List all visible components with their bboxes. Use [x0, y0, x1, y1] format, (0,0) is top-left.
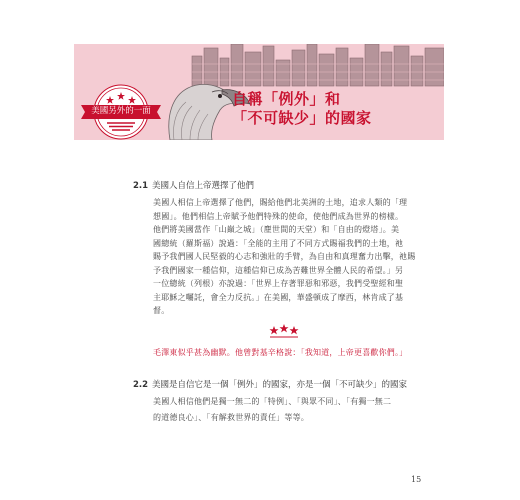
paragraph-line: 予我們國家一種信仰，這種信仰已成為苦難世界全體人民的希望。」另 — [153, 266, 404, 275]
highlight-quote: 毛澤東似乎甚為幽默。他曾對基辛格說：「我知道，上帝更喜歡你們。」 — [153, 348, 408, 357]
paragraph-line: 主耶穌之囑託，會全力反抗。」在美國，華盛頓成了摩西，林肯成了基 — [153, 293, 404, 302]
paragraph-line: 他們將美國當作「山巔之城」（塵世間的天堂）和「自由的燈塔」。美 — [153, 225, 400, 234]
section-heading-2-1 — [133, 180, 254, 192]
chapter-title-line-1: 自稱「例外」和 — [232, 90, 341, 108]
paragraph-line: 美國人相信上帝選擇了他們，賜給他們北美洲的土地，追求人類的「理 — [153, 198, 408, 207]
paragraph-line: 督。 — [153, 306, 170, 315]
paragraph-line: 想國」。他們相信上帝賦予他們特殊的使命，使他們成為世界的榜樣。 — [153, 212, 404, 221]
section-number: 2.1 — [133, 181, 149, 191]
paragraph-line: 美國人相信他們是獨一無二的「特例」、「與眾不同」、「有獨一無二 — [153, 397, 392, 406]
stars-divider-icon — [268, 324, 300, 338]
paragraph-line: 賜予我們國人民堅毅的心志和強壯的手臂，為自由和真理奮力出擊，祂賜 — [153, 252, 416, 261]
section-title: 美國人自信上帝選擇了他們 — [152, 181, 255, 191]
chapter-title-line-2: 「不可缺少」的國家 — [232, 109, 372, 127]
section-title: 美國是自信它是一個「例外」的國家，亦是一個「不可缺少」的國家 — [152, 380, 408, 390]
paragraph-line: 國總統（羅斯福）說過：「全能的主用了不同方式賜福我們的土地，祂 — [153, 239, 404, 248]
section-number: 2.2 — [133, 380, 149, 390]
section-heading-2-2 — [133, 379, 407, 391]
chapter-title — [232, 90, 432, 128]
badge-label: 美國另外的一面 — [91, 106, 151, 116]
page-number: 15 — [411, 475, 422, 484]
paragraph-line: 一位總統（列根）亦說過：「世界上存著罪惡和邪惡，我們受聖經和聖 — [153, 279, 404, 288]
paragraph-line: 的道德良心」、「有解救世界的責任」等等。 — [153, 413, 309, 422]
